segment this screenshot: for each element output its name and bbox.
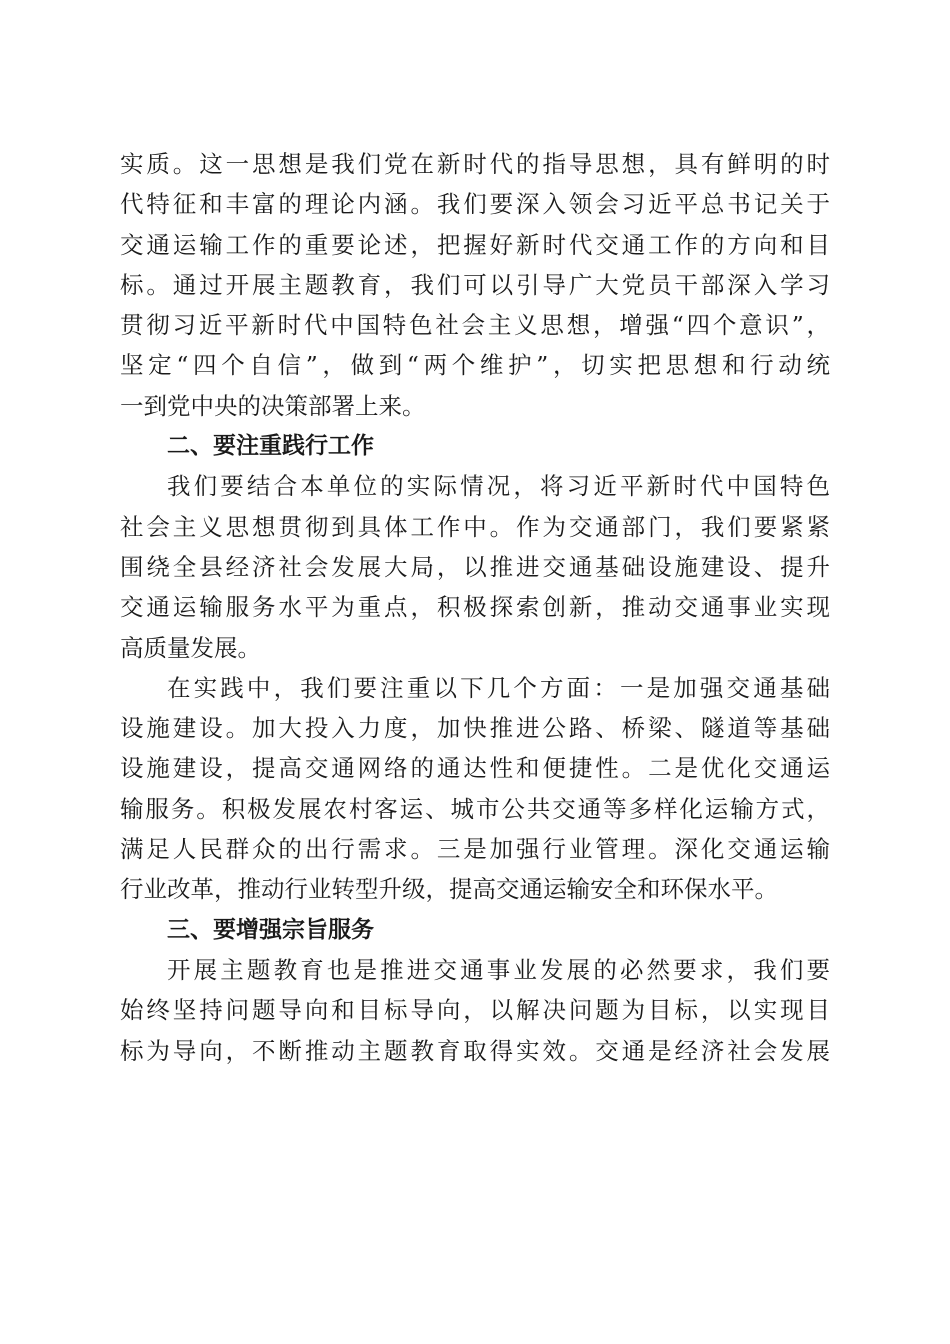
paragraph-line: 一到党中央的决策部署上来。 <box>120 391 426 420</box>
paragraph-line: 社会主义思想贯彻到具体工作中。作为交通部门，我们要紧紧 <box>120 512 830 541</box>
section-heading: 三、要增强宗旨服务 <box>167 916 374 943</box>
paragraph-line: 我们要结合本单位的实际情况，将习近平新时代中国特色 <box>167 472 830 501</box>
paragraph-line: 围绕全县经济社会发展大局，以推进交通基础设施建设、提升 <box>120 552 830 581</box>
paragraph-line: 交通运输服务水平为重点，积极探索创新，推动交通事业实现 <box>120 593 830 622</box>
paragraph-line: 设施建设，提高交通网络的通达性和便捷性。二是优化交通运 <box>120 754 830 783</box>
paragraph-line: 设施建设。加大投入力度，加快推进公路、桥梁、隧道等基础 <box>120 714 830 743</box>
section-heading: 二、要注重践行工作 <box>167 433 374 460</box>
paragraph-line: 代特征和丰富的理论内涵。我们要深入领会习近平总书记关于 <box>120 190 830 219</box>
document-text <box>120 144 830 1071</box>
paragraph-line: 输服务。积极发展农村客运、城市公共交通等多样化运输方式， <box>120 794 830 823</box>
paragraph-line: 交通运输工作的重要论述，把握好新时代交通工作的方向和目 <box>120 230 830 259</box>
paragraph-line: 满足人民群众的出行需求。三是加强行业管理。深化交通运输 <box>120 835 830 864</box>
paragraph-line: 坚定“四个自信”，做到“两个维护”，切实把思想和行动统 <box>120 351 830 380</box>
paragraph-line: 在实践中，我们要注重以下几个方面：一是加强交通基础 <box>167 673 830 702</box>
paragraph-line: 贯彻习近平新时代中国特色社会主义思想，增强“四个意识”， <box>120 311 830 340</box>
paragraph-line: 始终坚持问题导向和目标导向，以解决问题为目标，以实现目 <box>120 996 830 1025</box>
paragraph-line: 高质量发展。 <box>120 633 261 662</box>
paragraph-line: 标。通过开展主题教育，我们可以引导广大党员干部深入学习 <box>120 270 830 299</box>
paragraph-line: 开展主题教育也是推进交通事业发展的必然要求，我们要 <box>167 955 830 984</box>
paragraph-line: 标为导向，不断推动主题教育取得实效。交通是经济社会发展 <box>120 1036 830 1065</box>
paragraph-line: 行业改革，推动行业转型升级，提高交通运输安全和环保水平。 <box>120 875 778 904</box>
paragraph-line: 实质。这一思想是我们党在新时代的指导思想，具有鲜明的时 <box>120 150 830 178</box>
